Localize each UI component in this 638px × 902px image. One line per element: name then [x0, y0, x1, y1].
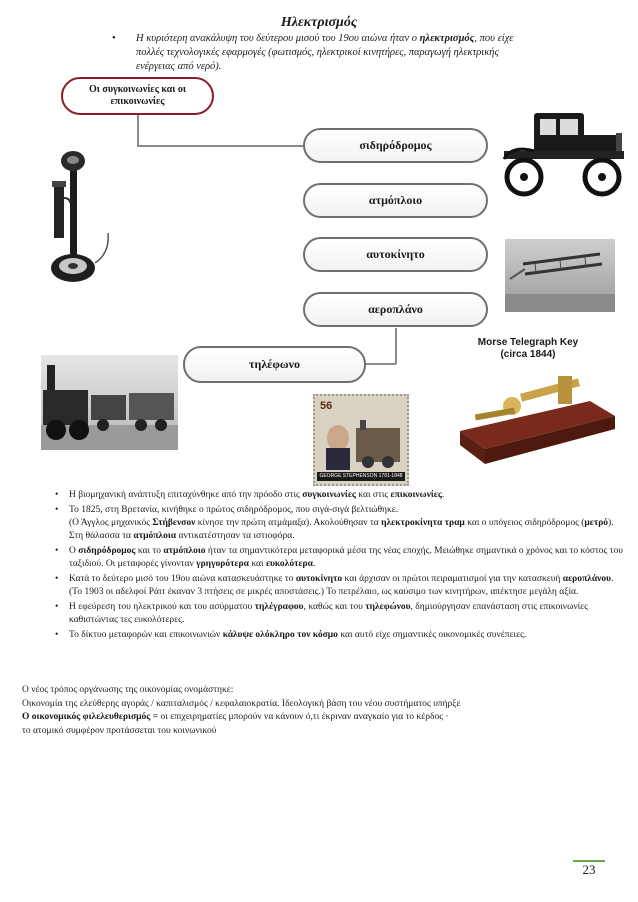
bullet-bold-text: ευκολότερα — [265, 559, 313, 569]
bullet-text: . — [441, 490, 445, 500]
bullet-bold-text: ηλεκτροκίνητα τραμ — [381, 518, 465, 528]
bullet-item — [54, 573, 628, 599]
bullet-marker: • — [55, 490, 59, 500]
bullet-bold-text: τηλεφώνου — [365, 602, 411, 612]
bullet-text: και το — [135, 546, 164, 556]
bullet-text: . (Το 1903 οι αδελφοί Ράιτ έκαναν 3 πτήσεις σε μικρές αποστάσεις.) Το πετρέλαιο, ως καύσιμο των κινητήρων, απέκτησε μεγάλη αξία. — [69, 574, 614, 597]
bullet-text: αντικατέστησαν τα ιστιοφόρα. — [176, 531, 295, 541]
bullet-text: Κατά το δεύτερο μισό του 19ου αιώνα κατασκευάστηκε το — [69, 574, 296, 584]
closing-line-3 — [22, 711, 622, 725]
intro-text — [136, 32, 532, 74]
pill-telephone: τηλέφωνο — [183, 346, 366, 383]
topic-box: Οι συγκοινωνίες και οι επικοινωνίες — [61, 77, 214, 115]
intro-text-a: Η κυριότερη ανακάλυψη του δεύτερου μισού του 19ου αιώνα ήταν ο — [136, 33, 420, 44]
connector-line — [395, 328, 397, 364]
bullet-marker: • — [55, 574, 59, 584]
bullet-bold-text: γρηγορότερα — [196, 559, 249, 569]
intro-text-c: , που είχε πολλές τεχνολογικές εφαρμογές (φωτισμός, ηλεκτρικοί κινητήρες, παραγωγή ηλεκτρικής ενέργειας από νερό). — [136, 33, 514, 72]
closing-line-4: το ατομικό συμφέρον προτάσσεται του κοινωνικού — [22, 725, 217, 736]
bullet-item — [54, 504, 628, 543]
bullet-item — [54, 545, 628, 571]
pill-automobile: αυτοκίνητο — [303, 237, 488, 272]
closing-line-3-rest: οι επιχειρηματίες μπορούν να κάνουν ό,τι έκριναν αναγκαίο για το κέρδος · — [158, 712, 449, 722]
closing-paragraph — [22, 684, 622, 738]
closing-line-2: Οικονομία της ελεύθερης αγοράς / καπιταλισμός / κεφαλαιοκρατία. Ιδεολογική βάση του νέου συστήματος υπήρξε — [22, 698, 461, 709]
bullet-text: και — [248, 559, 266, 569]
connector-line — [137, 115, 139, 146]
bullet-bold-text: συγκοινωνίες — [302, 490, 356, 500]
bullet-bold-text: επικοινωνίες — [390, 490, 442, 500]
closing-line-1: Ο νέος τρόπος οργάνωσης της οικονομίας ονομάστηκε: — [22, 685, 234, 695]
bullet-marker: • — [55, 630, 59, 640]
bullet-item — [54, 601, 628, 627]
steam-train-photo — [41, 355, 178, 450]
bullet-text: , καθώς και του — [303, 602, 366, 612]
intro-text-bold: ηλεκτρισμός — [419, 33, 475, 44]
bullet-marker: • — [112, 33, 116, 44]
bullet-text: Η εφεύρεση του ηλεκτρικού και του ασύρματου — [69, 602, 255, 612]
bullet-text: και αυτό είχε σημαντικές οικονομικές συνέπειες. — [337, 630, 527, 640]
bullet-item — [54, 629, 628, 642]
bullet-bold-text: σιδηρόδρομος — [78, 546, 136, 556]
bullet-item — [54, 489, 628, 502]
pill-railway: σιδηρόδρομος — [303, 128, 488, 163]
bullet-bold-text: τηλέγραφου — [254, 602, 304, 612]
bullet-bold-text: ατμόπλοια — [133, 531, 177, 541]
vintage-car-image — [494, 105, 634, 200]
connector-line — [365, 363, 396, 365]
bullet-bold-text: αεροπλάνου — [562, 574, 612, 584]
stephenson-stamp-image — [313, 394, 409, 486]
bullet-marker: • — [55, 505, 59, 515]
pill-steamship: ατμόπλοιο — [303, 183, 488, 218]
bullet-bold-text: ατμόπλοιο — [163, 546, 206, 556]
candlestick-telephone-image — [40, 143, 115, 293]
bullet-marker: • — [55, 546, 59, 556]
pill-airplane: αεροπλάνο — [303, 292, 488, 327]
bullet-text: και άρχισαν οι πρώτοι πειραματισμοί για την κατασκευή — [342, 574, 563, 584]
telegraph-caption-line1: Morse Telegraph Key — [477, 337, 579, 348]
stamp-caption: GEORGE STEPHENSON 1781-1848 — [317, 472, 405, 481]
bullet-text: (Ο Άγγλος μηχανικός — [69, 518, 153, 528]
closing-bold-term: Ο οικονομικός φιλελευθερισμός = — [22, 712, 159, 722]
bullet-text: Η βιομηχανική ανάπτυξη επιταχύνθηκε από την πρόοδο στις — [69, 490, 303, 500]
early-airplane-photo — [505, 239, 615, 312]
intro-paragraph — [112, 32, 532, 74]
bullet-bold-text: κάλυψε ολόκληρο τον κόσμο — [222, 630, 338, 640]
bullet-bold-text: μετρό — [584, 518, 609, 528]
bullet-text: . — [312, 559, 316, 569]
bullet-bold-text: αυτοκίνητο — [295, 574, 343, 584]
bullet-marker: • — [55, 602, 59, 612]
page-title: Ηλεκτρισμός — [280, 15, 358, 30]
bullet-list — [54, 489, 628, 644]
bullet-text: Το 1825, στη Βρετανία, κινήθηκε ο πρώτος σιδηρόδρομος, που σιγά-σιγά βελτιώθηκε. — [69, 505, 399, 515]
bullet-text: ήταν τα σημαντικότερα μεταφορικά μέσα της νέας εποχής. Μειώθηκε σημαντικά ο χρόνος και το κόστος του ταξιδιού. Οι μεταφορές γίνονταν — [69, 546, 623, 569]
bullet-text: Ο — [69, 546, 79, 556]
bullet-text: ). Στη θάλασσα τα — [69, 518, 614, 541]
bullet-bold-text: Στήβενσον — [152, 518, 196, 528]
bullet-text: και ο υπόγειος σιδηρόδρομος ( — [464, 518, 585, 528]
stamp-value: 56 — [320, 400, 333, 412]
telegraph-key-image — [440, 333, 620, 463]
bullet-text: Το δίκτυο μεταφορών και επικοινωνιών — [69, 630, 223, 640]
bullet-text: κίνησε την πρώτη ατμάμαξα). Ακολούθησαν τα — [195, 518, 382, 528]
connector-line — [137, 145, 305, 147]
telegraph-caption-line2: (circa 1844) — [500, 349, 556, 360]
page-number: 23 — [582, 862, 596, 877]
bullet-text: και στις — [355, 490, 391, 500]
bullet-text: , δημιούργησαν επανάσταση στις επικοινωνίες καθιστώντας τες ευκολότερες. — [69, 602, 588, 625]
